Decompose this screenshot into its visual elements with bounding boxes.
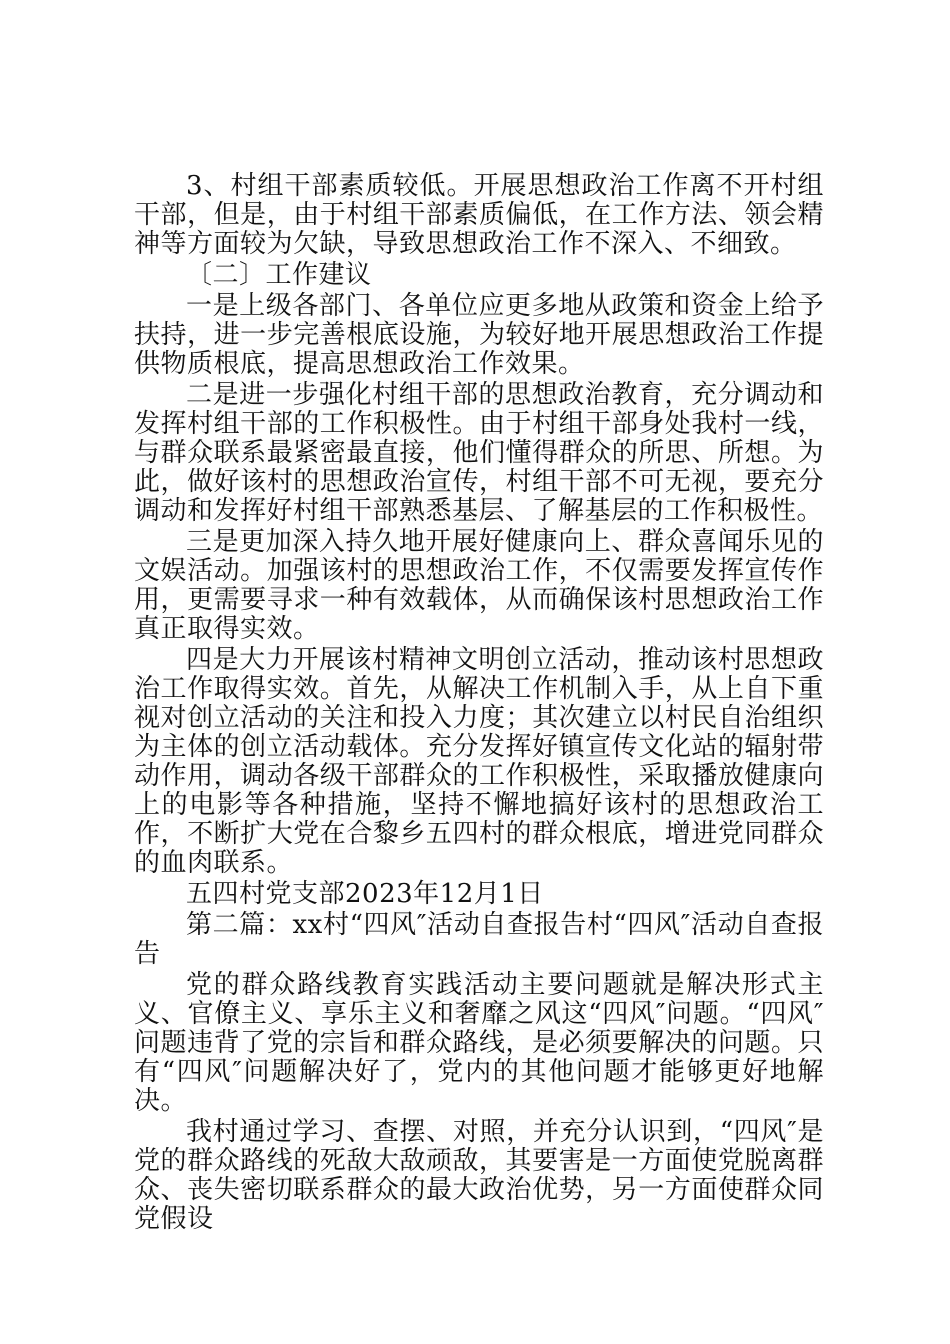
article-two-title: 第二篇：xx村“四风″活动自查报告村“四风″活动自查报告 <box>134 910 824 969</box>
paragraph-four-winds-intro: 党的群众路线教育实践活动主要问题就是解决形式主义、官僚主义、享乐主义和奢靡之风这“四风″问题。“四风″问题违背了党的宗旨和群众路线，是必须要解决的问题。只有“四风″问题解决好了，党内的其他问题才能够更好地解决。 <box>134 970 824 1116</box>
paragraph-suggestion-three: 三是更加深入持久地开展好健康向上、群众喜闻乐见的文娱活动。加强该村的思想政治工作，不仅需要发挥宣传作用，更需要寻求一种有效载体，从而确保该村思想政治工作真正取得实效。 <box>134 527 824 644</box>
signature-date: 五四村党支部2023年12月1日 <box>186 879 544 909</box>
paragraph-suggestion-four: 四是大力开展该村精神文明创立活动，推动该村思想政治工作取得实效。首先，从解决工作机制入手，从上自下重视对创立活动的关注和投入力度；其次建立以村民自治组织为主体的创立活动载体。充分发挥好镇宣传文化站的辐射带动作用，调动各级干部群众的工作积极性，采取播放健康向上的电影等各种措施，坚持不懈地搞好该村的思想政治工作，不断扩大党在合黎乡五四村的群众根底，增进党同群众的血肉联系。 <box>134 645 824 878</box>
paragraph-suggestion-one: 一是上级各部门、各单位应更多地从政策和资金上给予扶持，进一步完善根底设施，为较好地开展思想政治工作提供物质根底，提高思想政治工作效果。 <box>134 291 824 379</box>
paragraph-suggestion-two: 二是进一步强化村组干部的思想政治教育，充分调动和发挥村组干部的工作积极性。由于村组干部身处我村一线，与群众联系最紧密最直接，他们懂得群众的所思、所想。为此，做好该村的思想政治宣传，村组干部不可无视，要充分调动和发挥好村组干部熟悉基层、了解基层的工作积极性。 <box>134 380 824 526</box>
document-body <box>134 172 824 1236</box>
paragraph-cadre-quality: 3、村组干部素质较低。开展思想政治工作离不开村组干部，但是，由于村组干部素质偏低，在工作方法、领会精神等方面较为欠缺，导致思想政治工作不深入、不细致。 <box>134 171 824 259</box>
section-heading-work-suggestions: 〔二〕工作建议 <box>186 260 372 290</box>
paragraph-village-review: 我村通过学习、查摆、对照，并充分认识到，“四风″是党的群众路线的死敌大敌顽敌，其要害是一方面使党脱离群众、丧失密切联系群众的最大政治优势，另一方面使群众同党假设 <box>134 1117 824 1234</box>
